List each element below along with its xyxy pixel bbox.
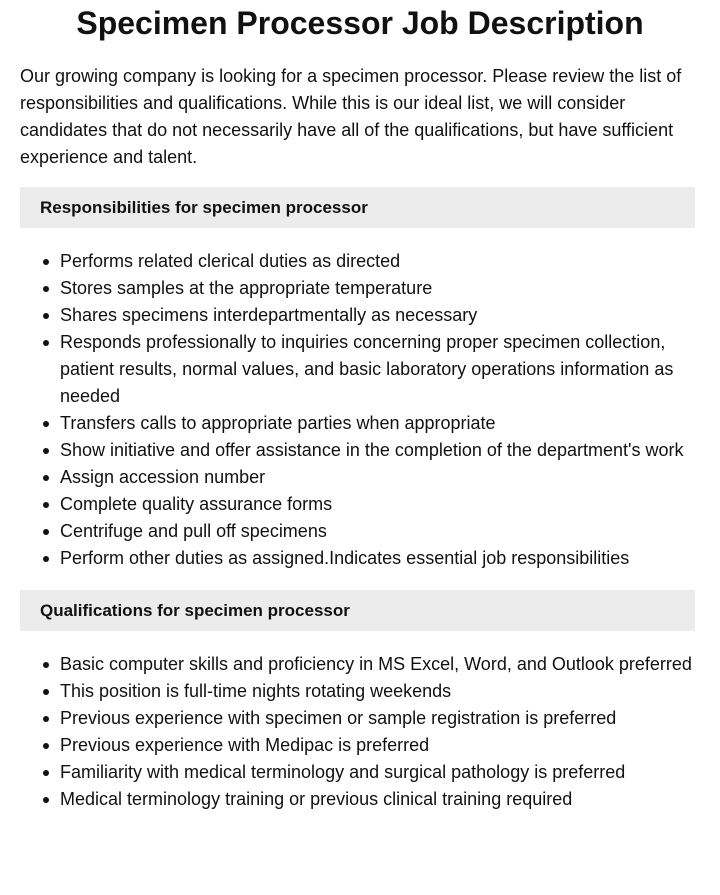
list-item — [60, 545, 700, 572]
list-item — [60, 518, 700, 545]
list-item-text: This position is full-time nights rotating weekends — [60, 681, 452, 701]
list-item — [60, 464, 700, 491]
bullet-icon — [43, 556, 49, 562]
list-item — [60, 275, 700, 302]
list-item-text: Responds professionally to inquiries concerning proper specimen collection, patient results, normal values, and basic laboratory operations information as needed — [60, 332, 674, 406]
bullet-icon — [43, 421, 49, 427]
list-item-text: Show initiative and offer assistance in the completion of the department's work — [60, 440, 684, 460]
bullet-icon — [43, 502, 49, 508]
bullet-icon — [43, 770, 49, 776]
qualifications-list — [0, 651, 700, 813]
bullet-icon — [43, 662, 49, 668]
bullet-icon — [43, 259, 49, 265]
bullet-icon — [43, 689, 49, 695]
responsibilities-list — [0, 248, 700, 572]
page-title: Specimen Processor Job Description — [76, 5, 644, 41]
list-item-text: Centrifuge and pull off specimens — [60, 521, 327, 541]
list-item — [60, 786, 700, 813]
list-item-text: Previous experience with Medipac is preferred — [60, 735, 430, 755]
list-item-text: Assign accession number — [60, 467, 266, 487]
list-item-text: Shares specimens interdepartmentally as necessary — [60, 305, 478, 325]
bullet-icon — [43, 286, 49, 292]
list-item — [60, 302, 700, 329]
bullet-icon — [43, 448, 49, 454]
bullet-icon — [43, 743, 49, 749]
list-item — [60, 491, 700, 518]
bullet-icon — [43, 340, 49, 346]
qualifications-heading: Qualifications for specimen processor — [20, 590, 695, 631]
bullet-icon — [43, 475, 49, 481]
list-item-text: Medical terminology training or previous clinical training required — [60, 789, 573, 809]
list-item-text: Transfers calls to appropriate parties when appropriate — [60, 413, 496, 433]
intro-paragraph: Our growing company is looking for a specimen processor. Please review the list of responsibilities and qualifications. While this is our ideal list, we will consider candidates that do not necessarily have all of the qualifications, but have sufficient experience and talent. — [20, 66, 682, 167]
list-item — [60, 410, 700, 437]
responsibilities-heading: Responsibilities for specimen processor — [20, 187, 695, 228]
list-item-text: Perform other duties as assigned.Indicates essential job responsibilities — [60, 548, 630, 568]
list-item-text: Complete quality assurance forms — [60, 494, 333, 514]
list-item-text: Performs related clerical duties as directed — [60, 251, 401, 271]
list-item-text: Familiarity with medical terminology and surgical pathology is preferred — [60, 762, 626, 782]
bullet-icon — [43, 313, 49, 319]
bullet-icon — [43, 797, 49, 803]
bullet-icon — [43, 529, 49, 535]
list-item — [60, 651, 700, 678]
list-item — [60, 705, 700, 732]
list-item-text: Basic computer skills and proficiency in MS Excel, Word, and Outlook preferred — [60, 654, 692, 674]
list-item — [60, 759, 700, 786]
list-item — [60, 248, 700, 275]
list-item — [60, 329, 700, 410]
list-item — [60, 732, 700, 759]
list-item-text: Stores samples at the appropriate temperature — [60, 278, 433, 298]
list-item — [60, 437, 700, 464]
bullet-icon — [43, 716, 49, 722]
list-item — [60, 678, 700, 705]
list-item-text: Previous experience with specimen or sample registration is preferred — [60, 708, 617, 728]
